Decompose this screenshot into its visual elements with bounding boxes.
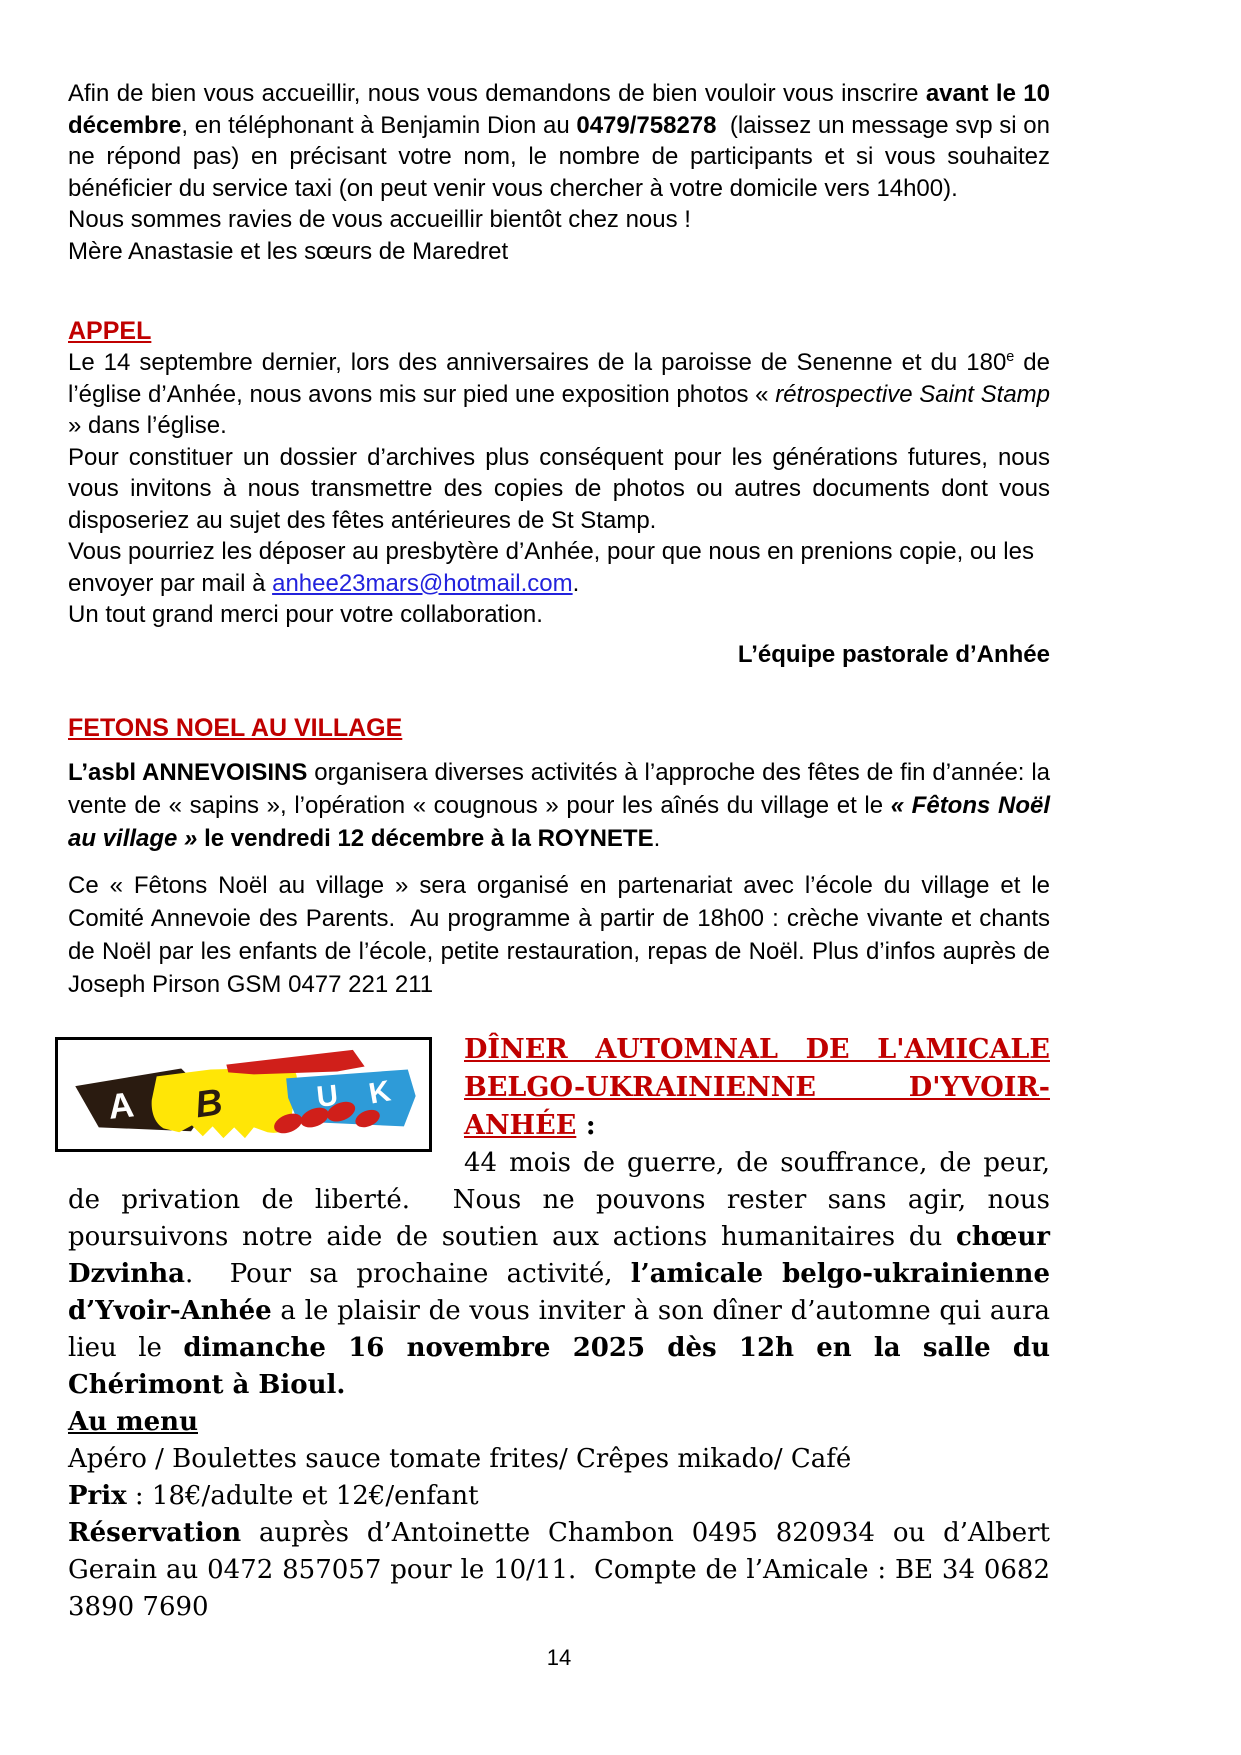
appel-signature: L’équipe pastorale d’Anhée bbox=[737, 640, 1050, 668]
noel-paragraph-2: Ce « Fêtons Noël au village » sera organisé en partenariat avec l’école du village et le Comité Annevoie des Parents. Au programme à partir de 18h00 : crèche vivante et chants de Noël par les enfants de l’école, petite restauration, repas de Noël. Plus d’infos auprès de Joseph Pirson GSM 0477 221 211 bbox=[68, 872, 1050, 998]
abuk-logo-box bbox=[55, 1037, 432, 1152]
appel-paragraph-3: Vous pourriez les déposer au presbytère d’Anhée, pour que nous en prenions copie, ou les envoyer par mail à anhee23mars@hotmail.com. bbox=[68, 538, 1034, 597]
section-heading-appel: APPEL bbox=[68, 317, 152, 345]
abuk-logo-image bbox=[61, 1043, 426, 1146]
appel-paragraph-2: Pour constituer un dossier d’archives plus conséquent pour les générations futures, nous vous invitons à nous transmettre des copies de photos ou autres documents dont vous disposeriez au sujet des fêtes antérieures de St Stamp. bbox=[68, 443, 1050, 534]
noel-paragraph-1: L’asbl ANNEVOISINS organisera diverses activités à l’approche des fêtes de fin d’année: la vente de « sapins », l’opération « cougnous » pour les aînés du village et le « Fêtons Noël au village » le vendredi 12 décembre à la ROYNETE. bbox=[68, 759, 1051, 852]
diner-reservation-line: Réservation auprès d’Antoinette Chambon 0495 820934 ou d’Albert Gerain au 0472 857057 pour le 10/11. Compte de l’Amicale : BE 34 0682 3890 7690 bbox=[68, 1518, 1050, 1622]
appel-paragraph-4: Un tout grand merci pour votre collaboration. bbox=[68, 601, 543, 628]
page-number: 14 bbox=[546, 1645, 572, 1670]
appel-paragraph-1: Le 14 septembre dernier, lors des anniversaires de la paroisse de Senenne et du 180e de l’église d’Anhée, nous avons mis sur pied une exposition photos « rétrospective Saint Stamp » dans l’église. bbox=[68, 349, 1051, 439]
intro-line-welcome: Nous sommes ravies de vous accueillir bientôt chez nous ! bbox=[68, 206, 691, 233]
logo-letter-k: K bbox=[366, 1074, 394, 1111]
logo-letter-b: B bbox=[192, 1080, 226, 1126]
section-heading-diner: DÎNER AUTOMNAL DE L'AMICALE BELGO-UKRAINIENNE D'YVOIR-ANHÉE : bbox=[464, 1034, 1050, 1141]
email-link[interactable]: anhee23mars@hotmail.com bbox=[272, 569, 573, 597]
logo-letter-a: A bbox=[106, 1085, 136, 1127]
intro-line-signature: Mère Anastasie et les sœurs de Maredret bbox=[68, 237, 509, 265]
intro-paragraph: Afin de bien vous accueillir, nous vous demandons de bien vouloir vous inscrire avant le 10 décembre, en téléphonant à Benjamin Dion au 0479/758278 (laissez un message svp si on ne répond pas) en précisant votre nom, le nombre de participants et si vous souhaitez bénéficier du service taxi (on peut venir vous chercher à votre domicile vers 14h00). bbox=[68, 80, 1051, 202]
diner-prix-line: Prix : 18€/adulte et 12€/enfant bbox=[68, 1481, 479, 1511]
diner-menu-line: Apéro / Boulettes sauce tomate frites/ Crêpes mikado/ Café bbox=[68, 1444, 852, 1474]
diner-menu-heading: Au menu bbox=[68, 1407, 198, 1437]
diner-section bbox=[68, 1031, 1050, 1626]
logo-letter-u: U bbox=[315, 1078, 340, 1114]
diner-paragraph-1: 44 mois de guerre, de souffrance, de peur, de privation de liberté. Nous ne pouvons rester sans agir, nous poursuivons notre aide de soutien aux actions humanitaires du chœur Dzvinha. Pour sa prochaine activité, l’amicale belgo-ukrainienne d’Yvoir-Anhée a le plaisir de vous inviter à son dîner d’automne qui aura lieu le dimanche 16 novembre 2025 dès 12h en la salle du Chérimont à Bioul. bbox=[68, 1148, 1051, 1400]
logo-shape-red-banner bbox=[226, 1050, 364, 1075]
section-heading-noel: FETONS NOEL AU VILLAGE bbox=[68, 714, 403, 742]
